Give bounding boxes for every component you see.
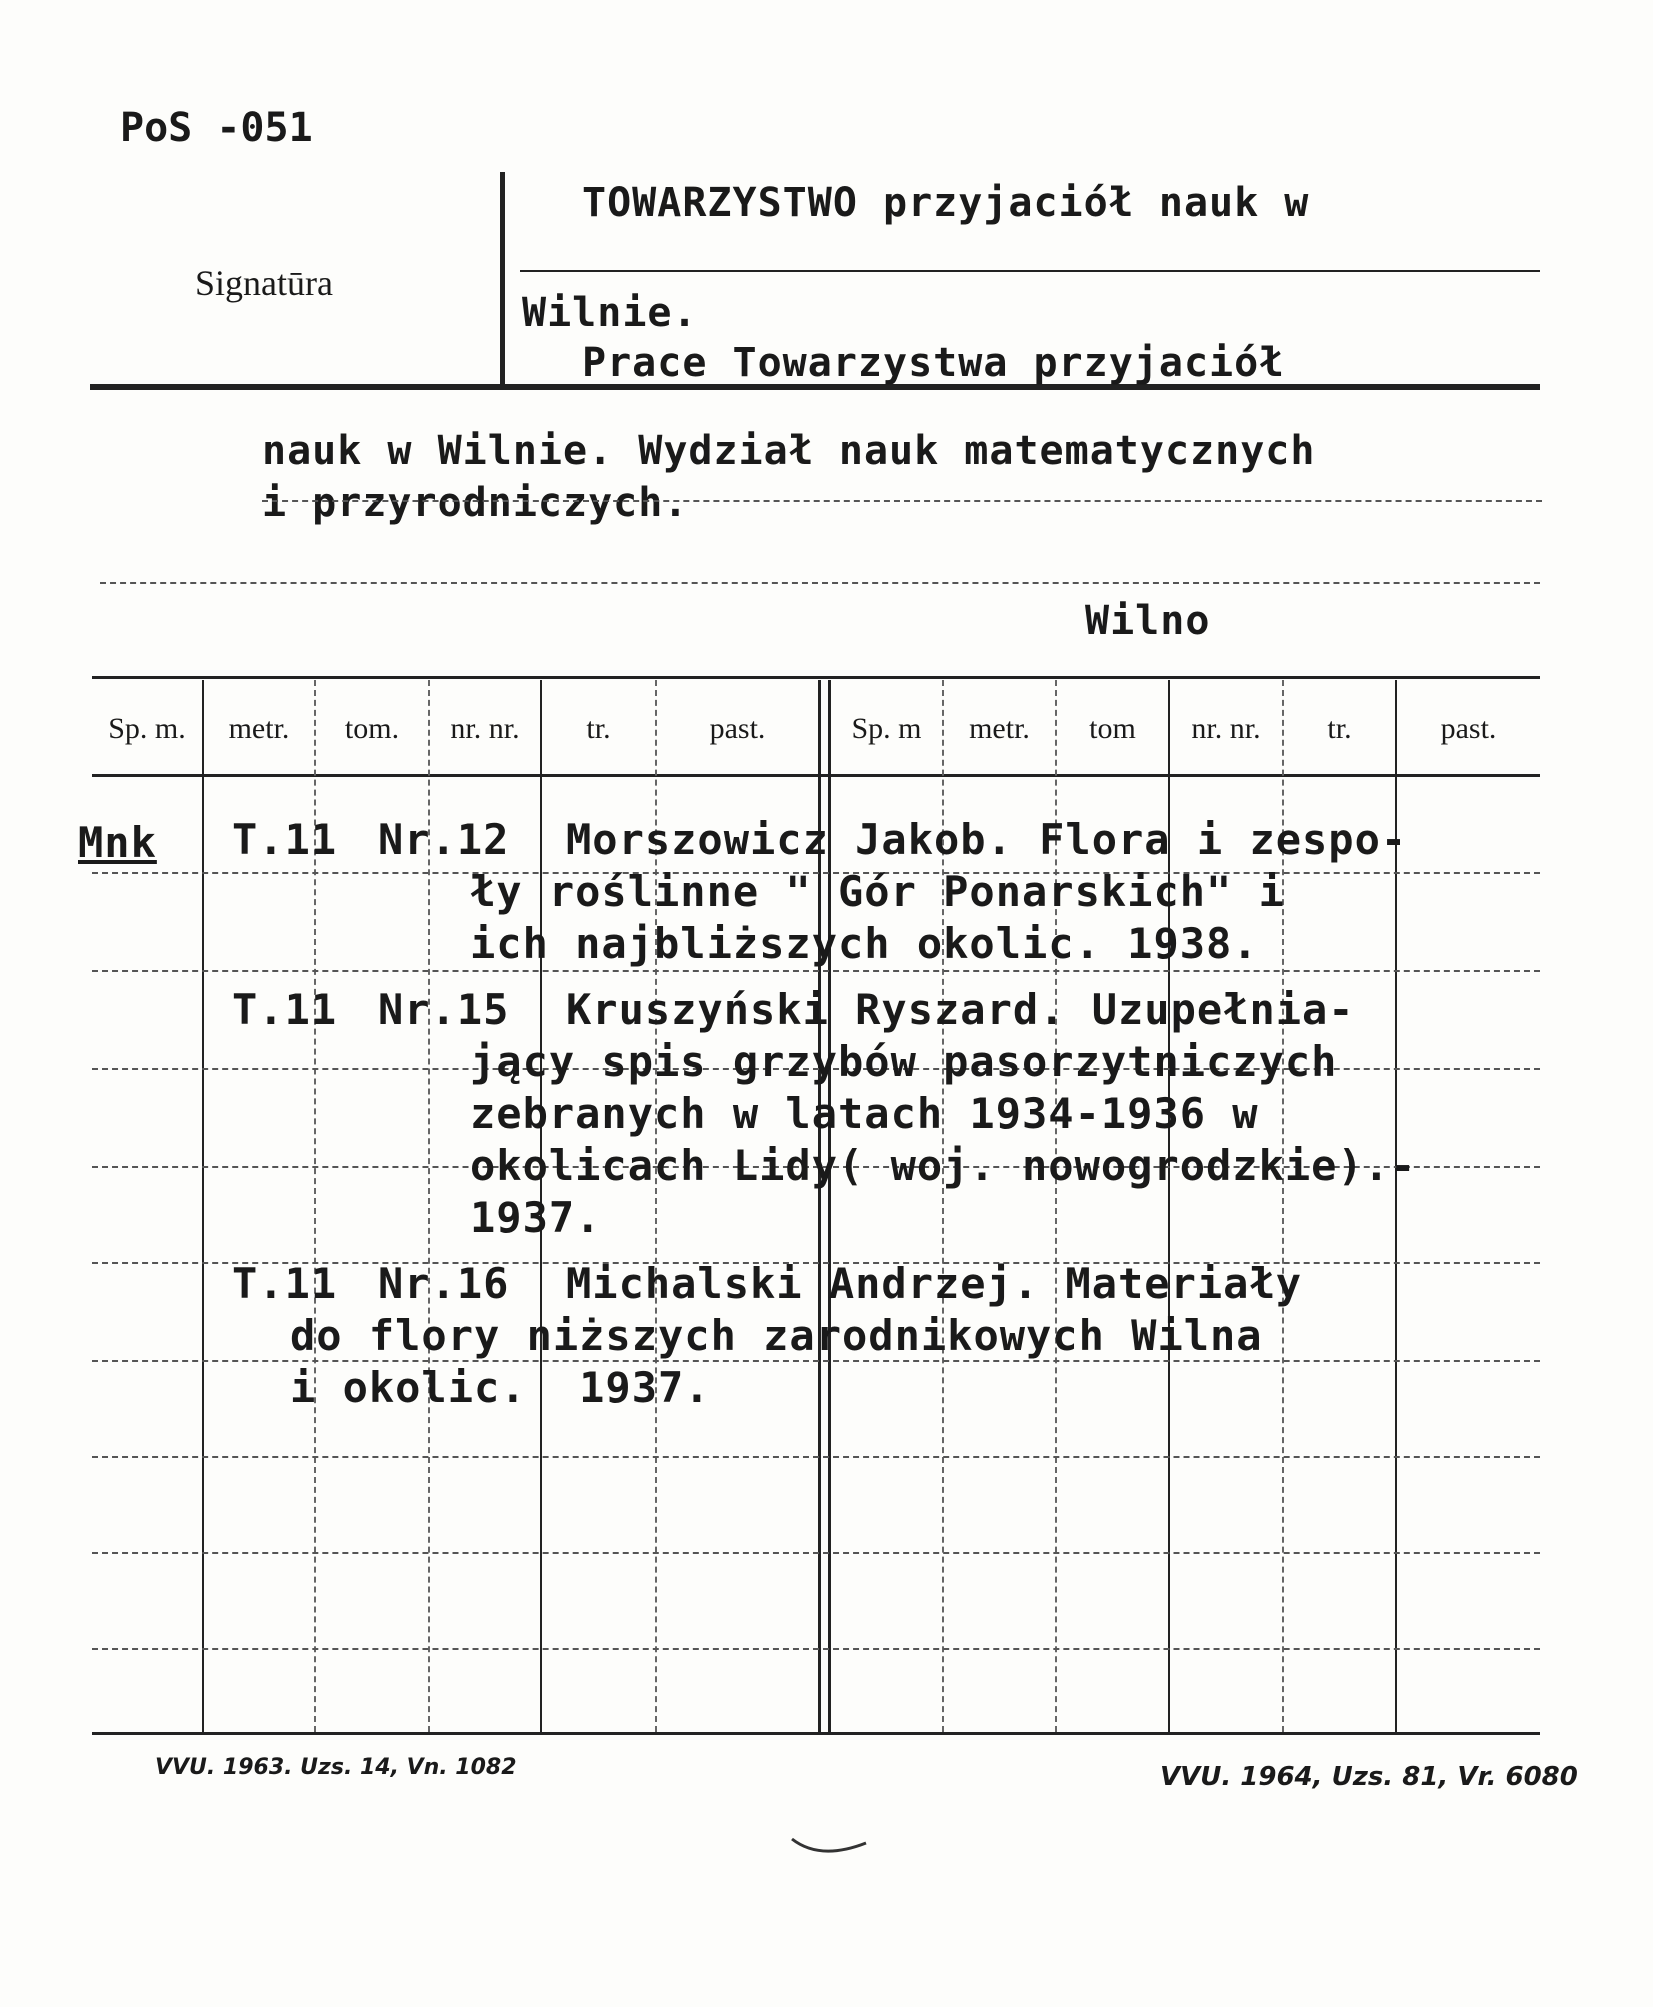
entry-volume: T.11 — [232, 985, 338, 1034]
call-number: Mnk — [78, 818, 157, 867]
column-header: Sp. m — [851, 712, 922, 745]
entry-line: Kruszyński Ryszard. Uzupełnia- — [566, 985, 1355, 1034]
row-rule — [92, 1456, 1540, 1458]
column-header: metr. — [228, 712, 290, 745]
column-header: metr. — [969, 712, 1030, 745]
table-header-rule — [92, 774, 1540, 777]
entry-line: do flory niższych zarodnikowych Wilna — [290, 1311, 1263, 1360]
title-rule-1 — [520, 270, 1540, 272]
column-header: tr. — [586, 712, 611, 745]
entry-line: i okolic. 1937. — [290, 1363, 711, 1412]
entry-line: 1937. — [470, 1193, 602, 1242]
title-rule-3 — [100, 582, 1540, 584]
column-header: tom. — [344, 712, 400, 745]
title-line-1: TOWARZYSTWO przyjaciół nauk w — [582, 180, 1310, 226]
footer-stamp-left: VVU. 1963. Uzs. 14, Vn. 1082 — [155, 1755, 517, 1780]
entry-line: ły roślinne " Gór Ponarskich" i — [470, 867, 1285, 916]
column-header: nr. nr. — [1191, 712, 1261, 745]
title-rule-2 — [262, 500, 1542, 502]
entry-line: jący spis grzybów pasorzytniczych — [470, 1037, 1338, 1086]
entry-volume: T.11 — [232, 815, 338, 864]
entry-volume: T.11 — [232, 1259, 338, 1308]
table-bottom-rule — [92, 1732, 1540, 1735]
entry-line: zebranych w latach 1934-1936 w — [470, 1089, 1259, 1138]
column-header: past. — [1440, 712, 1497, 745]
signatura-label: Signatūra — [195, 263, 333, 303]
signature-code: PoS -051 — [120, 105, 313, 151]
title-line-4: nauk w Wilnie. Wydział nauk matematycznych — [262, 428, 1316, 474]
entry-line: Morszowicz Jakob. Flora i zespo- — [566, 815, 1408, 864]
column-header: nr. nr. — [450, 712, 520, 745]
table-top-rule — [92, 676, 1540, 679]
entry-number: Nr.15 — [378, 985, 510, 1034]
title-line-3: Prace Towarzystwa przyjaciół — [582, 340, 1285, 386]
column-line — [202, 680, 204, 1732]
pencil-mark-icon — [790, 1835, 870, 1865]
place-of-publication: Wilno — [1085, 598, 1211, 644]
header-divider — [500, 172, 505, 384]
column-header: tr. — [1327, 712, 1352, 745]
title-line-5: i przyrodniczych. — [262, 480, 689, 526]
row-rule — [92, 1648, 1540, 1650]
entry-number: Nr.16 — [378, 1259, 510, 1308]
row-rule — [92, 1552, 1540, 1554]
footer-stamp-right: VVU. 1964, Uzs. 81, Vr. 6080 — [1160, 1762, 1578, 1792]
entry-line: Michalski Andrzej. Materiały — [566, 1259, 1303, 1308]
entry-line: okolicach Lidy( woj. nowogrodzkie).- — [470, 1141, 1417, 1190]
column-header: past. — [709, 712, 766, 745]
entry-line: ich najbliższych okolic. 1938. — [470, 919, 1259, 968]
row-rule — [92, 970, 1540, 972]
column-header: Sp. m. — [108, 712, 186, 745]
entry-number: Nr.12 — [378, 815, 510, 864]
column-header: tom — [1089, 712, 1136, 745]
title-line-2: Wilnie. — [522, 290, 698, 336]
